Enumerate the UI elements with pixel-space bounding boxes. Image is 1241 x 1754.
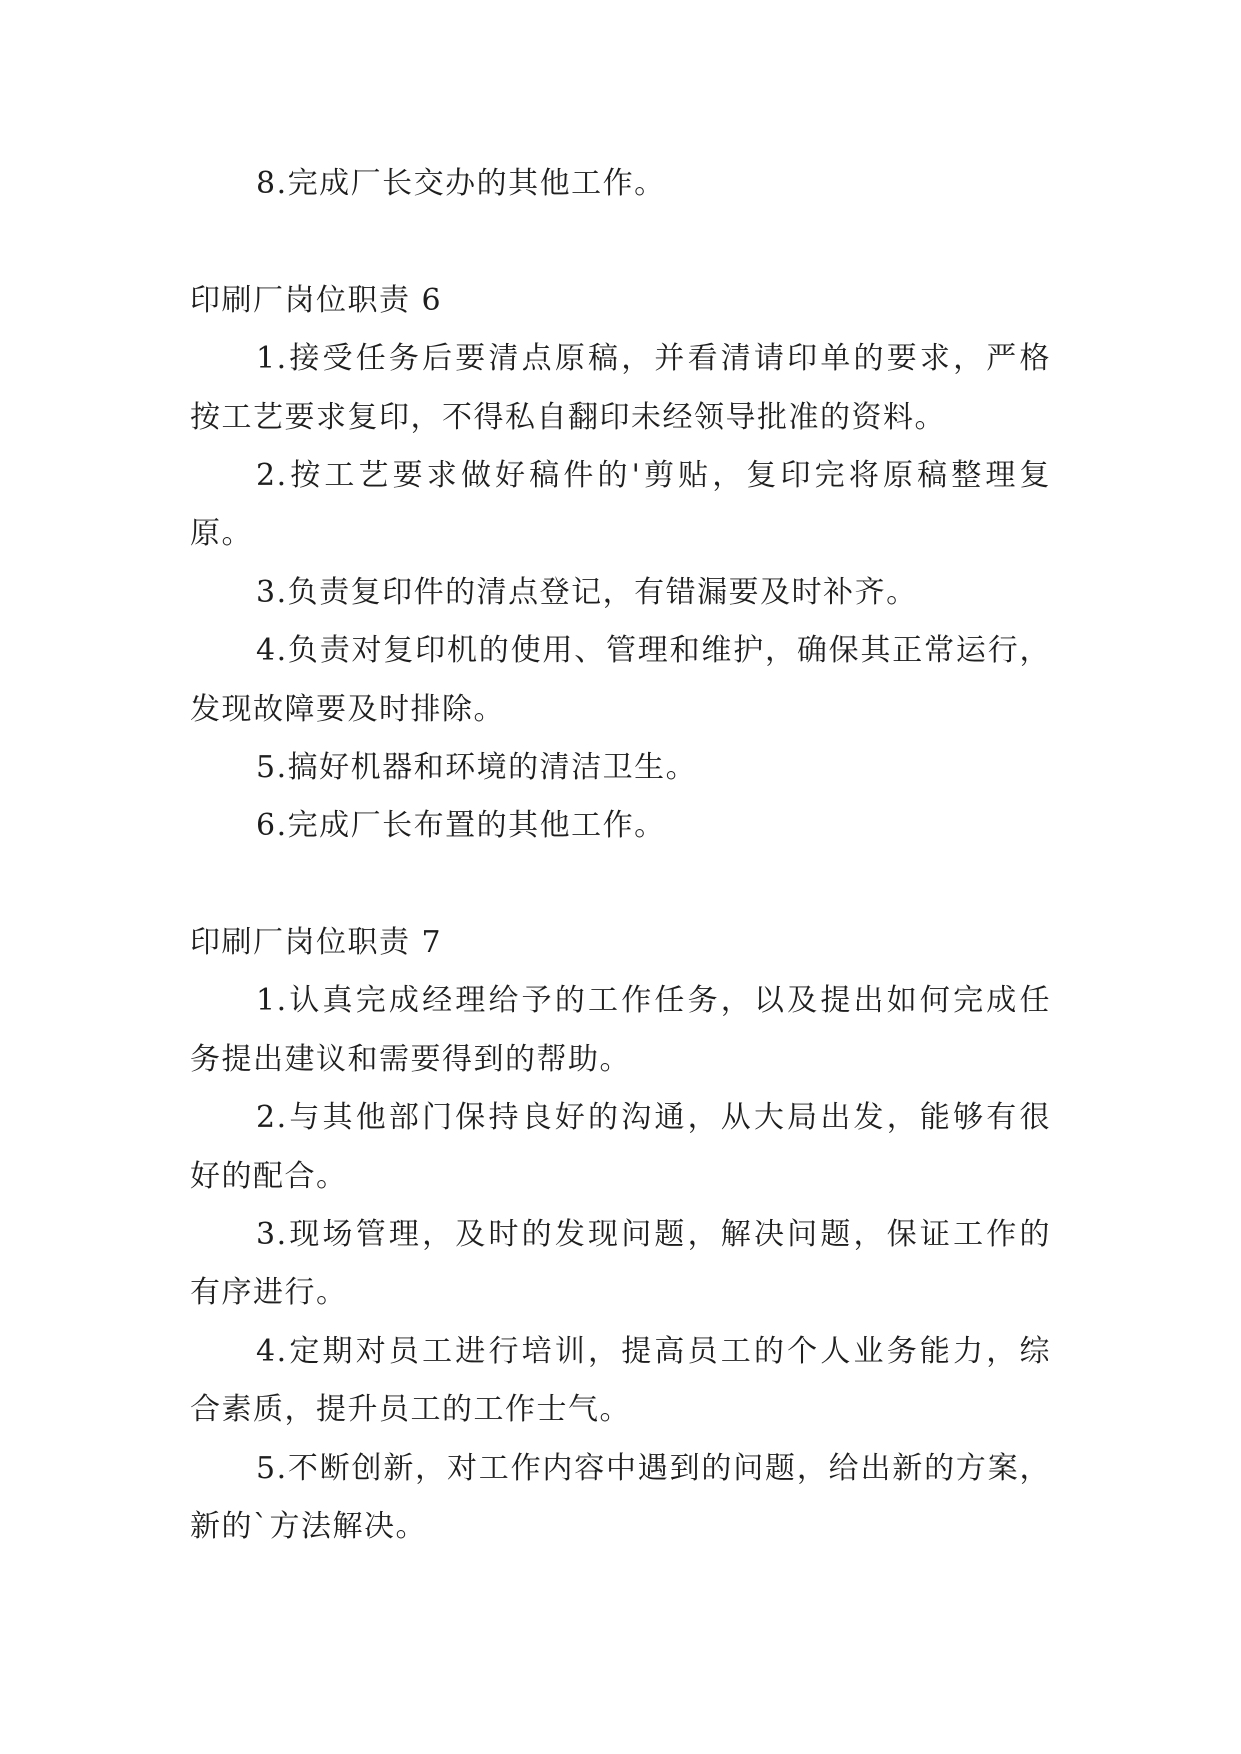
duty-line: 2.与其他部门保持良好的沟通，从大局出发，能够有很 [256,1100,1051,1136]
duty-item [190,972,1051,1089]
blank-line [190,856,1051,914]
duty-item [190,330,1051,447]
blank-line [190,213,1051,271]
duty-line: 务提出建议和需要得到的帮助。 [190,1041,631,1077]
duty-line: 好的配合。 [190,1158,348,1194]
duty-item [190,1323,1051,1440]
document-page [190,155,1051,1556]
section-heading: 印刷厂岗位职责 6 [190,282,443,318]
duty-line: 4.负责对复印机的使用、管理和维护，确保其正常运行， [256,633,1051,669]
duty-line: 1.接受任务后要清点原稿，并看清请印单的要求，严格 [256,341,1051,377]
duty-item [190,1089,1051,1206]
duty-line: 4.定期对员工进行培训，提高员工的个人业务能力，综 [256,1333,1051,1369]
section-heading: 印刷厂岗位职责 7 [190,925,443,961]
carryover-item [190,155,1051,213]
duty-line: 有序进行。 [190,1275,348,1311]
duty-item [190,797,1051,855]
duty-line: 5.不断创新，对工作内容中遇到的问题，给出新的方案， [256,1450,1051,1486]
duty-item [190,564,1051,622]
duty-line: 原。 [190,516,253,552]
duty-section [190,914,1051,1556]
duty-line: 1.认真完成经理给予的工作任务，以及提出如何完成任 [256,983,1051,1019]
duty-item [190,1206,1051,1323]
duty-item [190,1440,1051,1557]
duty-line: 按工艺要求复印，不得私自翻印未经领导批准的资料。 [190,399,946,435]
duty-section [190,272,1051,856]
duty-item [190,739,1051,797]
duty-line: 发现故障要及时排除。 [190,691,505,727]
duty-line: 3.负责复印件的清点登记，有错漏要及时补齐。 [256,574,918,610]
duty-line: 3.现场管理，及时的发现问题，解决问题，保证工作的 [256,1217,1051,1253]
duty-line: 合素质，提升员工的工作士气。 [190,1392,631,1428]
duty-item [190,447,1051,564]
duty-line: 6.完成厂长布置的其他工作。 [256,808,666,844]
duty-line: 新的`方法解决。 [190,1508,427,1544]
duty-item [190,622,1051,739]
duty-line: 5.搞好机器和环境的清洁卫生。 [256,749,698,785]
duty-line: 8.完成厂长交办的其他工作。 [256,166,666,201]
duty-line: 2.按工艺要求做好稿件的'剪贴，复印完将原稿整理复 [256,457,1051,493]
